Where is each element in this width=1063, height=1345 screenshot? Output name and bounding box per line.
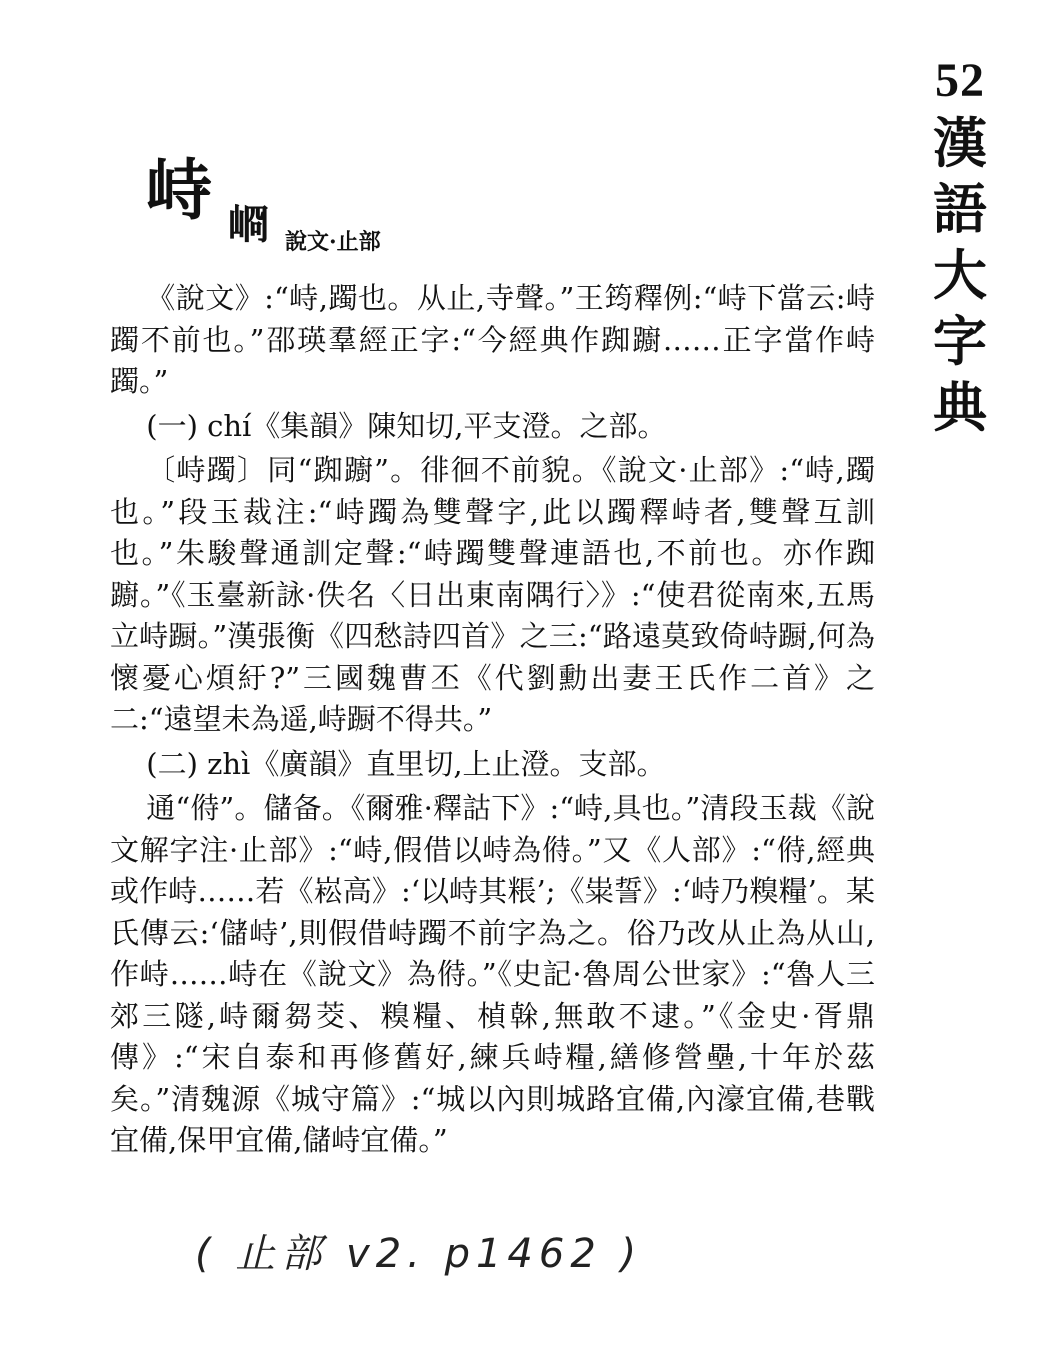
reading-2-header: (二) zhì《廣韻》直里切,上止澄。支部。 bbox=[146, 746, 666, 781]
handwritten-reference-note: ( 止部 v2. p1462 ) bbox=[195, 1231, 643, 1277]
dictionary-title-char-2: 語 bbox=[933, 177, 987, 241]
dictionary-title-char-1: 漢 bbox=[933, 111, 987, 175]
dictionary-title-char-5: 典 bbox=[933, 375, 987, 439]
reading-1-header: (一) chí《集韻》陳知切,平支澄。之部。 bbox=[146, 408, 667, 443]
seal-script-form: 𡸀 bbox=[228, 200, 271, 249]
dictionary-title-char-3: 大 bbox=[933, 243, 987, 307]
dictionary-title-char-4: 字 bbox=[933, 309, 987, 373]
entry-body bbox=[110, 278, 875, 1162]
dictionary-side-label bbox=[920, 52, 1000, 440]
page-number: 52 bbox=[935, 54, 985, 107]
entry-headword: 峙 bbox=[146, 151, 212, 229]
reading-1-sense: 〔峙躅〕同“踟躕”。徘徊不前貌。《說文·止部》:“峙,躅也。”段玉裁注:“峙躅為雙聲字,此以躅釋峙者,雙聲互訓也。”朱駿聲通訓定聲:“峙躅雙聲連語也,不前也。亦作踟躕。”《玉臺新詠·佚名〈日出東南隅行〉》:“使君從南來,五馬立峙蹰。”漢張衡《四愁詩四首》之三:“路遠莫致倚峙蹰,何為懷憂心煩紆?”三國魏曹丕《代劉勳出妻王氏作二首》之二:“遠望未為遥,峙蹰不得共。” bbox=[110, 453, 875, 736]
definition-intro: 《說文》:“峙,躅也。从止,寺聲。”王筠釋例:“峙下當云:峙躅不前也。”邵瑛羣經正字:“今經典作踟躕……正字當作峙躅。” bbox=[110, 281, 875, 398]
entry-source-tag: 說文·止部 bbox=[285, 229, 381, 255]
reading-2-sense: 通“偫”。儲备。《爾雅·釋詁下》:“峙,具也。”清段玉裁《說文解字注·止部》:“峙,假借以峙為偫。”又《人部》:“偫,經典或作峙……若《崧高》:‘以峙其粻’;《粜誓》:‘峙乃糗糧’。某氏傳云:‘儲峙’,則假借峙躅不前字為之。俗乃改从止為从山,作峙……峙在《說文》為偫。”《史記·魯周公世家》:“魯人三郊三隧,峙爾芻茭、糗糧、楨榦,無敢不逮。”《金史·胥鼎傳》:“宋自泰和再修舊好,練兵峙糧,繕修營壘,十年於茲矣。”清魏源《城守篇》:“城以內則城路宜備,內濠宜備,巷戰宜備,保甲宜備,儲峙宜備。” bbox=[110, 791, 875, 1157]
